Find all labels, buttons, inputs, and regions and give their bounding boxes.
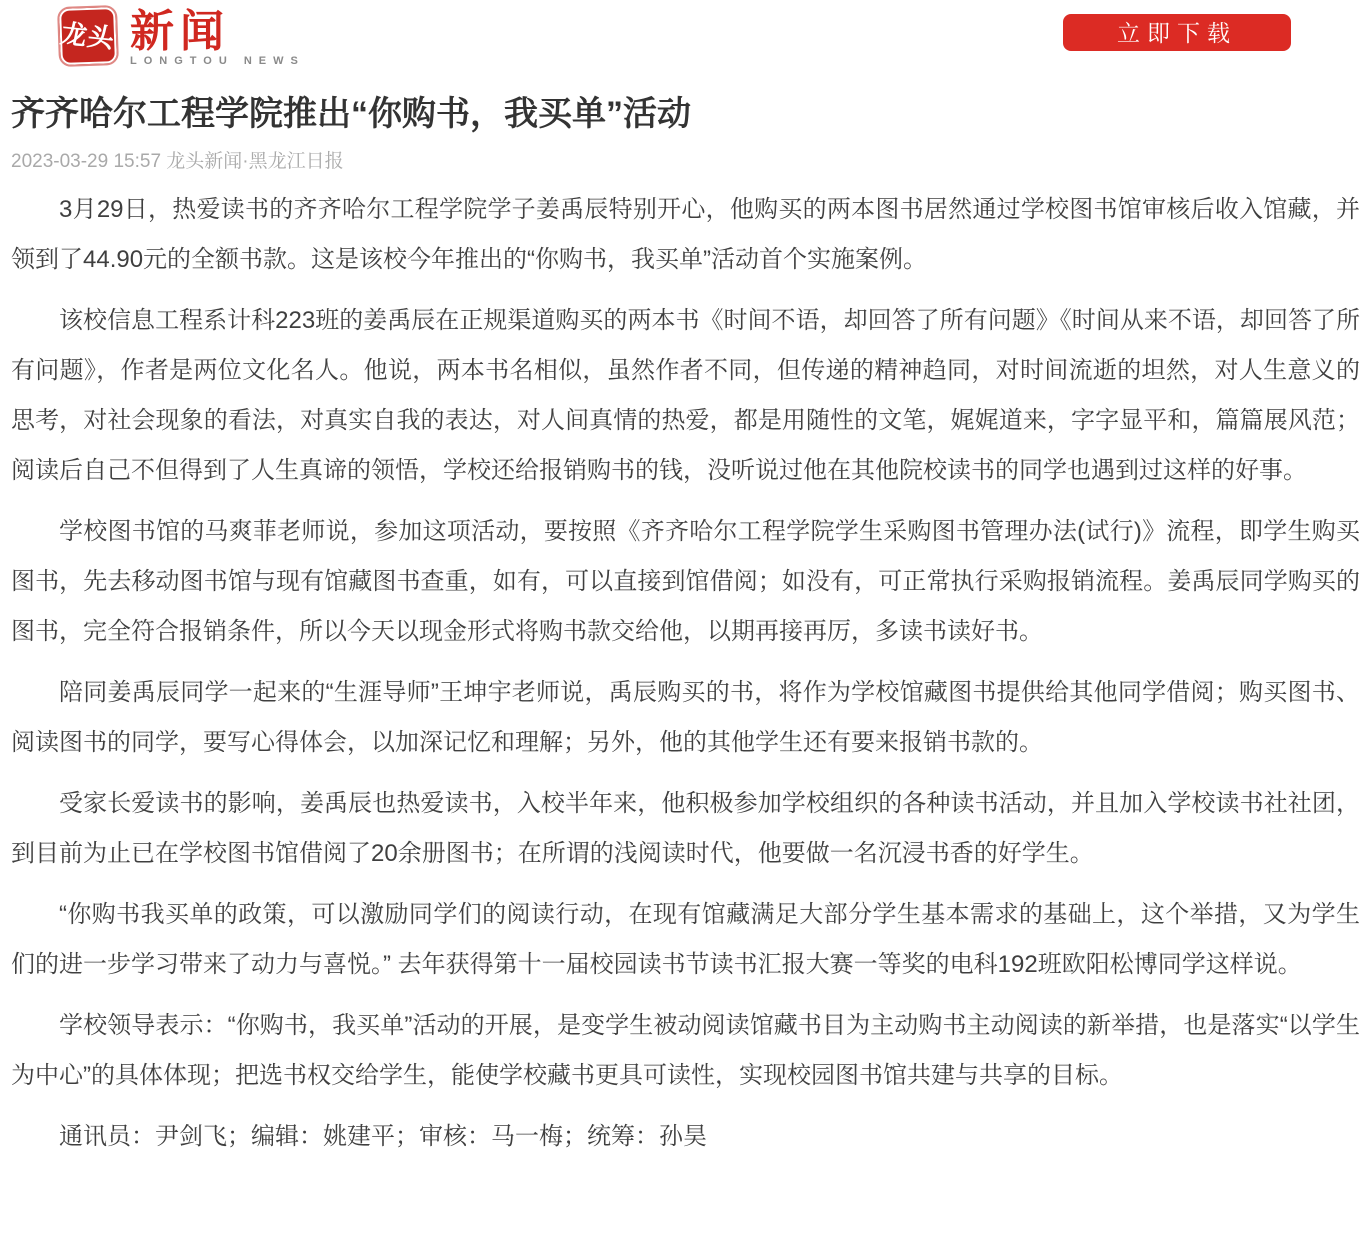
logo-brand-text: 新闻 (130, 7, 230, 56)
download-app-button[interactable]: 立即下载 (1063, 14, 1291, 51)
article-meta: 2023-03-29 15:57 龙头新闻·黑龙江日报 (11, 151, 344, 172)
logo-seal-text: 龙头 (57, 18, 118, 54)
logo-wordmark (130, 8, 305, 67)
article-paragraph: 3月29日，热爱读书的齐齐哈尔工程学院学子姜禹辰特别开心，他购买的两本图书居然通过学校图书馆审核后收入馆藏，并领到了44.90元的全额书款。这是该校今年推出的“你购书，我买单”活动首个实施案例。 (11, 196, 1360, 273)
logo-seal-icon (59, 7, 117, 65)
article-paragraph: 该校信息工程系计科223班的姜禹辰在正规渠道购买的两本书《时间不语，却回答了所有问题》《时间从来不语，却回答了所有问题》，作者是两位文化名人。他说，两本书名相似，虽然作者不同，但传递的精神趋同，对时间流逝的坦然，对人生意义的思考，对社会现象的看法，对真实自我的表达，对人间真情的热爱，都是用随性的文笔，娓娓道来，字字显平和，篇篇展风范；阅读后自己不但得到了人生真谛的领悟，学校还给报销购书的钱，没听说过他在其他院校读书的同学也遇到过这样的好事。 (11, 307, 1360, 484)
logo-brand-subtext: LONGTOU NEWS (130, 55, 305, 67)
article-credits: 通讯员：尹剑飞；编辑：姚建平；审核：马一梅；统筹：孙昊 (59, 1123, 707, 1150)
site-logo[interactable] (57, 7, 305, 67)
article-title: 齐齐哈尔工程学院推出“你购书，我买单”活动 (11, 95, 691, 133)
article-paragraph: 受家长爱读书的影响，姜禹辰也热爱读书，入校半年来，他积极参加学校组织的各种读书活动，并且加入学校读书社社团，到目前为止已在学校图书馆借阅了20余册图书；在所谓的浅阅读时代，他要做一名沉浸书香的好学生。 (11, 790, 1360, 867)
article-paragraph: 学校图书馆的马爽菲老师说，参加这项活动，要按照《齐齐哈尔工程学院学生采购图书管理办法(试行)》流程，即学生购买图书，先去移动图书馆与现有馆藏图书查重，如有，可以直接到馆借阅；如没有，可正常执行采购报销流程。姜禹辰同学购买的图书，完全符合报销条件，所以今天以现金形式将购书款交给他，以期再接再厉，多读书读好书。 (11, 518, 1360, 645)
article-body (11, 185, 1360, 1162)
site-header (0, 0, 1371, 78)
article-paragraph: 学校领导表示：“你购书，我买单”活动的开展，是变学生被动阅读馆藏书目为主动购书主动阅读的新举措，也是落实“以学生为中心”的具体体现；把选书权交给学生，能使学校藏书更具可读性，实现校园图书馆共建与共享的目标。 (11, 1012, 1360, 1089)
article (0, 78, 1371, 1162)
article-paragraph: 陪同姜禹辰同学一起来的“生涯导师”王坤宇老师说，禹辰购买的书，将作为学校馆藏图书提供给其他同学借阅；购买图书、阅读图书的同学，要写心得体会，以加深记忆和理解；另外，他的其他学生还有要来报销书款的。 (11, 679, 1360, 756)
article-paragraph: “你购书我买单的政策，可以激励同学们的阅读行动，在现有馆藏满足大部分学生基本需求的基础上，这个举措，又为学生们的进一步学习带来了动力与喜悦。” 去年获得第十一届校园读书节读书汇报大赛一等奖的电科192班欧阳松博同学这样说。 (11, 901, 1360, 978)
